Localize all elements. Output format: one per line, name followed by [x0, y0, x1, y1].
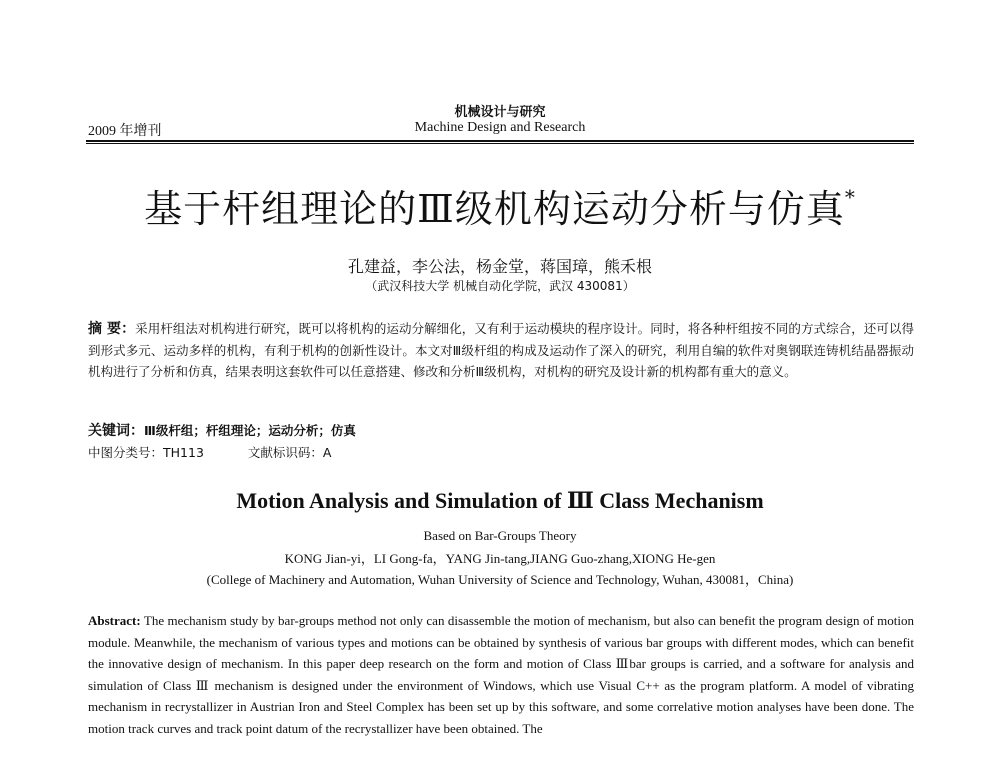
affiliation-en: (College of Machinery and Automation, Wuhan University of Science and Technology, Wuhan, 430081，China) [206, 572, 794, 587]
abstract-en-label: Abstract: [88, 613, 141, 628]
abstract-cn-label: 摘 要： [88, 321, 136, 337]
paper-title-en: Motion Analysis and Simulation of Ⅲ Class Mechanism [236, 488, 764, 513]
authors-en: KONG Jian-yi，LI Gong-fa，YANG Jin-tang,JIANG Guo-zhang,XIONG He-gen [284, 551, 716, 566]
paper-title-cn [0, 178, 1000, 233]
classification-cn [88, 443, 914, 461]
keywords-cn [88, 420, 914, 440]
abstract-en-text: The mechanism study by bar-groups method not only can disassemble the motion of mechanism, but also can benefit the program design of motion module. Meanwhile, the mechanism of various types and motions can be obtained by synthesis of various bar groups with different modes, which can benefit the innovative design of mechanism. In this paper deep research on the form and motion of Class Ⅲbar groups is carried, and a software for analysis and simulation of Class Ⅲ mechanism is designed under the environment of Windows, which use Visual C++ as the program platform. A model of vibrating mechanism in recrystallizer in Austrian Iron and Steel Complex has been set up by this software, and some correlative motion analyses have been done. The motion track curves and track point datum of the recrystallizer have been obtained. The [88, 613, 915, 736]
affiliation-cn: （武汉科技大学 机械自动化学院，武汉 430081） [365, 279, 635, 293]
keywords-cn-label: 关键词： [88, 423, 144, 439]
abstract-cn-text: 采用杆组法对机构进行研究，既可以将机构的运动分解细化，又有利于运动模块的程序设计。同时，将各种杆组按不同的方式综合，还可以得到形式多元、运动多样的机构，有利于机构的创新性设计。本文对Ⅲ级杆组的构成及运动作了深入的研究，利用自编的软件对奥钢联连铸机结晶器振动机构进行了分析和仿真，结果表明这套软件可以任意搭建、修改和分析Ⅲ级机构，对机构的研究及设计新的机构都有重大的意义。 [88, 321, 914, 379]
clc-number: 中图分类号：TH113 [88, 445, 204, 460]
abstract-cn [88, 318, 914, 382]
issue-label: 2009 年增刊 [88, 124, 162, 139]
paper-title-cn-text: 基于杆组理论的Ⅲ级机构运动分析与仿真 [144, 187, 845, 231]
title-footnote-mark: * [844, 185, 856, 209]
authors-cn: 孔建益，李公法，杨金堂，蒋国璋，熊禾根 [347, 257, 652, 276]
keywords-cn-text: Ⅲ级杆组；杆组理论；运动分析；仿真 [144, 423, 356, 438]
document-code: 文献标识码：A [247, 445, 332, 460]
journal-name-en: Machine Design and Research [414, 120, 586, 135]
abstract-en [88, 610, 914, 739]
journal-name-cn: 机械设计与研究 [454, 105, 546, 120]
header-divider [86, 140, 914, 144]
paper-subtitle-en: Based on Bar-Groups Theory [423, 528, 577, 543]
